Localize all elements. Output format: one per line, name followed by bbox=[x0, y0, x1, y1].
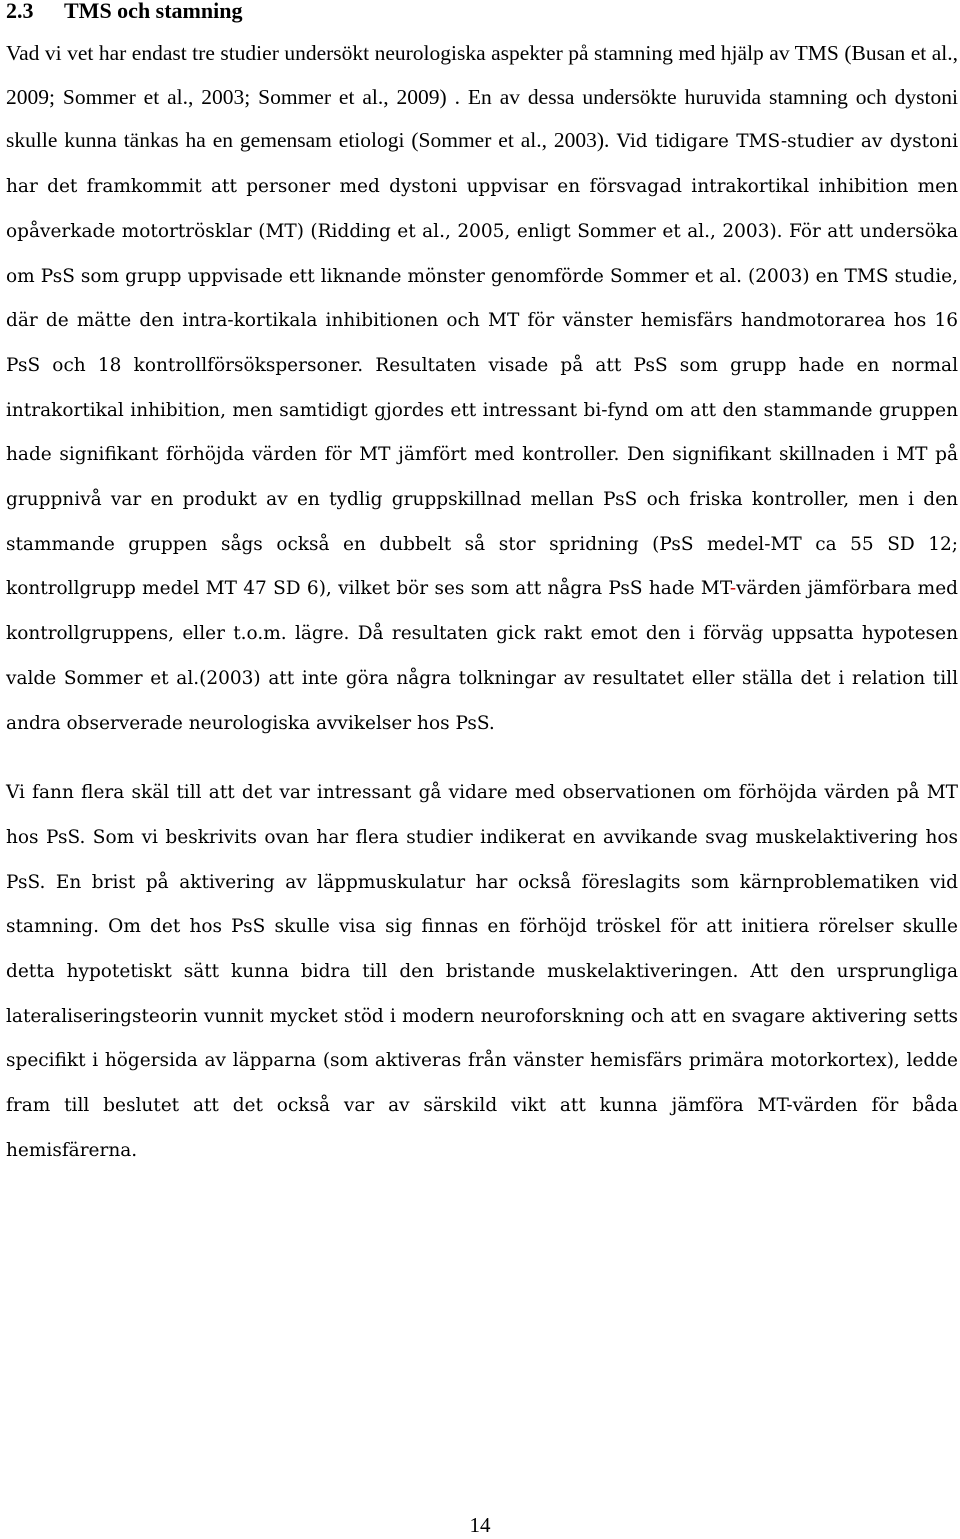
page-number: 14 bbox=[469, 1513, 491, 1537]
document-page bbox=[6, 0, 958, 1173]
paragraph-2-text: Vi fann flera skäl till att det var intressant gå vidare med observationen om förhöjda värden på MT hos PsS. Som vi beskrivits ovan har flera studier indikerat en avvikande svag muskelaktivering hos PsS. En brist på aktivering av läppmuskulatur har också föreslagits som kärnproblematiken vid stamning. Om det hos PsS skulle visa sig finnas en förhöjd tröskel för att initiera rörelser skulle detta hypotetiskt sätt kunna bidra till den bristande muskelaktiveringen. Att den ursprungliga lateraliseringsteorin vunnit mycket stöd i modern neuroforskning och att en svagare aktivering setts specifikt i högersida av läpparna (som aktiveras från vänster hemisfärs primära motorkortex), ledde fram till beslutet att det också var av särskild vikt att kunna jämföra MT-värden för båda hemisfärerna. bbox=[6, 782, 958, 1161]
section-number: 2.3 bbox=[6, 0, 34, 23]
paragraph-motivation bbox=[6, 770, 958, 1172]
paragraph-1-highlighted-hyphen: - bbox=[729, 578, 737, 600]
paragraph-1-closing-text: värden jämförbara med kontrollgruppens, eller t.o.m. lägre. Då resultaten gick rakt emot den i förväg uppsatta hypotesen valde Sommer et al.(2003) att inte göra några tolkningar av resultatet eller ställa det i relation till andra observerade neurologiska avvikelser hos PsS. bbox=[6, 578, 958, 734]
section-heading bbox=[6, 0, 958, 22]
paragraph-1-intro-text: Vad vi vet har endast tre studier undersökt neurologiska aspekter på stamning med hjälp av TMS (Busan et al., 2009; Sommer et al., 2003; Sommer et al., 2009) . En av dessa undersökte huruvida stamning och dystoni skulle kunna tänkas ha en gemensam etiologi (Sommer et al., 2003). bbox=[6, 41, 958, 153]
section-title: TMS och stamning bbox=[64, 0, 243, 23]
paragraph-1-body-text: Vid tidigare TMS-studier av dystoni har det framkommit att personer med dystoni uppvisar en försvagad intrakortikal inhibition men opåverkade motortrösklar (MT) (Ridding et al., 2005, enligt Sommer et al., 2003). För att undersöka om PsS som grupp uppvisade ett liknande mönster genomförde Sommer et al. (2003) en TMS studie, där de mätte den intra-kortikala inhibitionen och MT för vänster hemisfärs handmotorarea hos 16 PsS och 18 kontrollförsökspersoner. Resultaten visade på att PsS som grupp hade en normal intrakortikal inhibition, men samtidigt gjordes ett intressant bi-fynd om att den stammande gruppen hade signifikant förhöjda värden för MT jämfört med kontroller. Den signifikant skillnaden i MT på gruppnivå var en produkt av en tydlig gruppskillnad mellan PsS och friska kontroller, men i den stammande gruppen sågs också en dubbelt så stor spridning (PsS medel-MT ca 55 SD 12; kontrollgrupp medel MT 47 SD 6), vilket bör ses som att några PsS hade MT bbox=[6, 131, 958, 600]
paragraph-tms-studies bbox=[6, 32, 958, 745]
